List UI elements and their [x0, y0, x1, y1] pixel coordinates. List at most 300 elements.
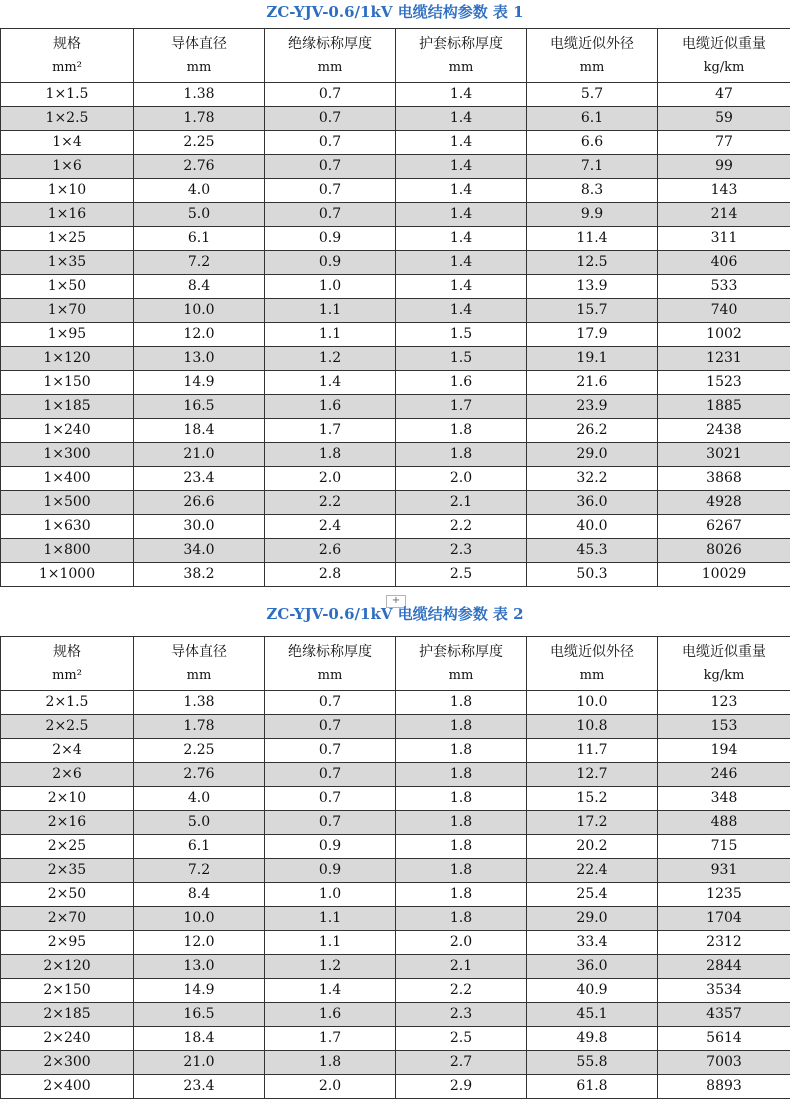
table-cell: 0.7 — [265, 691, 396, 715]
column-header — [658, 29, 790, 83]
table-cell: 1×300 — [1, 443, 134, 467]
column-header — [527, 637, 658, 691]
table-cell: 2×16 — [1, 811, 134, 835]
table-row — [1, 907, 790, 931]
table-cell: 40.0 — [527, 515, 658, 539]
table-cell: 1.5 — [396, 347, 527, 371]
table-cell: 1×150 — [1, 371, 134, 395]
table-row — [1, 515, 790, 539]
table-cell: 1704 — [658, 907, 790, 931]
column-header-name: 电缆近似外径 — [550, 35, 634, 52]
table-cell: 8.4 — [134, 883, 265, 907]
table-cell: 10.0 — [134, 907, 265, 931]
table-cell: 2.9 — [396, 1075, 527, 1099]
column-header-name: 护套标称厚度 — [419, 35, 503, 52]
table-cell: 2.7 — [396, 1051, 527, 1075]
table-cell: 311 — [658, 227, 790, 251]
table-row — [1, 691, 790, 715]
table-cell: 2×185 — [1, 1003, 134, 1027]
table-cell: 2438 — [658, 419, 790, 443]
table-cell: 1.0 — [265, 275, 396, 299]
table-cell: 1.4 — [265, 371, 396, 395]
table-cell: 1.8 — [396, 811, 527, 835]
table-cell: 2×400 — [1, 1075, 134, 1099]
table-cell: 5.0 — [134, 203, 265, 227]
table-cell: 0.7 — [265, 179, 396, 203]
table-row — [1, 1003, 790, 1027]
header-row — [1, 637, 790, 691]
table-cell: 153 — [658, 715, 790, 739]
table-cell: 50.3 — [527, 563, 658, 587]
table-cell: 931 — [658, 859, 790, 883]
table-cell: 1×25 — [1, 227, 134, 251]
table-cell: 1.8 — [396, 443, 527, 467]
table-row — [1, 83, 790, 107]
table-cell: 1×800 — [1, 539, 134, 563]
table-cell: 1.38 — [134, 83, 265, 107]
table-cell: 1885 — [658, 395, 790, 419]
table-cell: 29.0 — [527, 443, 658, 467]
table-cell: 0.7 — [265, 715, 396, 739]
table-row — [1, 107, 790, 131]
table-cell: 7003 — [658, 1051, 790, 1075]
column-header-name: 规格 — [53, 35, 81, 52]
table-cell: 1×35 — [1, 251, 134, 275]
table-row — [1, 763, 790, 787]
table-cell: 2.76 — [134, 763, 265, 787]
table-cell: 194 — [658, 739, 790, 763]
table-cell: 12.0 — [134, 931, 265, 955]
table-row — [1, 131, 790, 155]
table-cell: 10.8 — [527, 715, 658, 739]
table-cell: 1×1000 — [1, 563, 134, 587]
table-cell: 1×95 — [1, 323, 134, 347]
table-cell: 1×630 — [1, 515, 134, 539]
table-cell: 1×6 — [1, 155, 134, 179]
table-cell: 12.5 — [527, 251, 658, 275]
table-cell: 0.7 — [265, 203, 396, 227]
table-row — [1, 155, 790, 179]
table-cell: 47 — [658, 83, 790, 107]
table-cell: 4357 — [658, 1003, 790, 1027]
table-cell: 1.0 — [265, 883, 396, 907]
table-cell: 17.9 — [527, 323, 658, 347]
column-header — [134, 637, 265, 691]
table-cell: 1.5 — [396, 323, 527, 347]
table-cell: 1×2.5 — [1, 107, 134, 131]
table-cell: 55.8 — [527, 1051, 658, 1075]
table-cell: 2.76 — [134, 155, 265, 179]
column-header-unit: mm² — [52, 59, 82, 75]
table-cell: 2×6 — [1, 763, 134, 787]
table-cell: 9.9 — [527, 203, 658, 227]
table-cell: 6267 — [658, 515, 790, 539]
table-cell: 38.2 — [134, 563, 265, 587]
table-2-title: ZC-YJV-0.6/1kV 电缆结构参数 表 2 — [266, 605, 524, 623]
table-cell: 1.4 — [396, 179, 527, 203]
column-header — [1, 29, 134, 83]
table-cell: 2.3 — [396, 539, 527, 563]
table-cell: 0.7 — [265, 763, 396, 787]
table-cell: 14.9 — [134, 979, 265, 1003]
table-cell: 715 — [658, 835, 790, 859]
table-cell: 1.8 — [265, 443, 396, 467]
table-cell: 30.0 — [134, 515, 265, 539]
table-cell: 1.8 — [396, 859, 527, 883]
table-cell: 1.8 — [396, 907, 527, 931]
table-cell: 2×120 — [1, 955, 134, 979]
table-cell: 1×10 — [1, 179, 134, 203]
table-cell: 61.8 — [527, 1075, 658, 1099]
table-cell: 0.9 — [265, 859, 396, 883]
table-row — [1, 931, 790, 955]
table-cell: 16.5 — [134, 1003, 265, 1027]
table-cell: 0.7 — [265, 787, 396, 811]
table-cell: 2.25 — [134, 739, 265, 763]
column-header-name: 绝缘标称厚度 — [288, 35, 372, 52]
table-row — [1, 179, 790, 203]
table-row — [1, 563, 790, 587]
table-cell: 1×400 — [1, 467, 134, 491]
table-cell: 2.0 — [265, 467, 396, 491]
table-row — [1, 1051, 790, 1075]
table-cell: 2.2 — [396, 515, 527, 539]
table-cell: 7.2 — [134, 251, 265, 275]
table-cell: 1.2 — [265, 347, 396, 371]
column-header — [134, 29, 265, 83]
table-cell: 1.4 — [396, 107, 527, 131]
header-row — [1, 29, 790, 83]
table-cell: 1×4 — [1, 131, 134, 155]
table-row — [1, 1027, 790, 1051]
table-row — [1, 227, 790, 251]
table-cell: 15.7 — [527, 299, 658, 323]
table-cell: 1×120 — [1, 347, 134, 371]
table-cell: 533 — [658, 275, 790, 299]
table-row — [1, 395, 790, 419]
table-cell: 1×1.5 — [1, 83, 134, 107]
table-cell: 1.6 — [396, 371, 527, 395]
table-cell: 2.2 — [396, 979, 527, 1003]
table-cell: 45.3 — [527, 539, 658, 563]
table-cell: 1.4 — [396, 251, 527, 275]
column-header — [527, 29, 658, 83]
table-row — [1, 739, 790, 763]
table-cell: 488 — [658, 811, 790, 835]
table-cell: 1.6 — [265, 395, 396, 419]
table-cell: 348 — [658, 787, 790, 811]
table-cell: 49.8 — [527, 1027, 658, 1051]
table-row — [1, 539, 790, 563]
table-cell: 1×16 — [1, 203, 134, 227]
table-cell: 1.78 — [134, 107, 265, 131]
column-header-unit: mm — [448, 59, 474, 75]
table-cell: 2×10 — [1, 787, 134, 811]
table-move-handle[interactable]: + — [386, 595, 406, 608]
column-header — [396, 637, 527, 691]
table-cell: 1×185 — [1, 395, 134, 419]
table-cell: 18.4 — [134, 419, 265, 443]
table-cell: 0.9 — [265, 251, 396, 275]
table-cell: 0.7 — [265, 811, 396, 835]
table-cell: 1×240 — [1, 419, 134, 443]
table-cell: 1×500 — [1, 491, 134, 515]
table-cell: 1.8 — [396, 763, 527, 787]
table-cell: 406 — [658, 251, 790, 275]
column-header-name: 绝缘标称厚度 — [288, 643, 372, 660]
table-cell: 4928 — [658, 491, 790, 515]
table-row — [1, 1075, 790, 1099]
table-cell: 2×1.5 — [1, 691, 134, 715]
table-row — [1, 419, 790, 443]
table-cell: 4.0 — [134, 179, 265, 203]
table-cell: 18.4 — [134, 1027, 265, 1051]
table-cell: 36.0 — [527, 491, 658, 515]
table-row — [1, 299, 790, 323]
table-cell: 1×70 — [1, 299, 134, 323]
table-cell: 99 — [658, 155, 790, 179]
table-cell: 1.4 — [396, 155, 527, 179]
table-cell: 11.4 — [527, 227, 658, 251]
table-cell: 13.0 — [134, 347, 265, 371]
table-cell: 2×2.5 — [1, 715, 134, 739]
table-cell: 1.4 — [396, 83, 527, 107]
table-cell: 32.2 — [527, 467, 658, 491]
table-cell: 1002 — [658, 323, 790, 347]
table-1-title: ZC-YJV-0.6/1kV 电缆结构参数 表 1 — [266, 3, 524, 21]
table-cell: 2312 — [658, 931, 790, 955]
table-cell: 0.7 — [265, 739, 396, 763]
table-cell: 2.25 — [134, 131, 265, 155]
column-header — [265, 29, 396, 83]
table-cell: 23.4 — [134, 467, 265, 491]
table-cell: 77 — [658, 131, 790, 155]
table-cell: 23.9 — [527, 395, 658, 419]
column-header — [658, 637, 790, 691]
table-cell: 1.8 — [396, 787, 527, 811]
table-cell: 21.6 — [527, 371, 658, 395]
table-cell: 21.0 — [134, 443, 265, 467]
table-cell: 1.8 — [396, 835, 527, 859]
table-cell: 2.0 — [396, 467, 527, 491]
table-cell: 25.4 — [527, 883, 658, 907]
table-cell: 8.4 — [134, 275, 265, 299]
table-cell: 1235 — [658, 883, 790, 907]
table-cell: 26.2 — [527, 419, 658, 443]
column-header-name: 电缆近似重量 — [682, 35, 766, 52]
table-row — [1, 251, 790, 275]
table-cell: 2.1 — [396, 955, 527, 979]
table-row — [1, 371, 790, 395]
table-cell: 8893 — [658, 1075, 790, 1099]
table-cell: 1.7 — [396, 395, 527, 419]
table-cell: 5614 — [658, 1027, 790, 1051]
column-header-unit: mm² — [52, 667, 82, 683]
table-cell: 14.9 — [134, 371, 265, 395]
table-cell: 2.8 — [265, 563, 396, 587]
table-cell: 34.0 — [134, 539, 265, 563]
table-cell: 1.6 — [265, 1003, 396, 1027]
table-cell: 1.8 — [396, 691, 527, 715]
table-cell: 2.3 — [396, 1003, 527, 1027]
table-cell: 36.0 — [527, 955, 658, 979]
cable-spec-table-1 — [0, 28, 790, 587]
table-cell: 3868 — [658, 467, 790, 491]
table-cell: 5.7 — [527, 83, 658, 107]
table-cell: 2×70 — [1, 907, 134, 931]
table-cell: 1.4 — [396, 275, 527, 299]
table-cell: 21.0 — [134, 1051, 265, 1075]
table-row — [1, 323, 790, 347]
table-cell: 2×240 — [1, 1027, 134, 1051]
table-cell: 246 — [658, 763, 790, 787]
column-header-name: 导体直径 — [171, 643, 227, 660]
table-row — [1, 835, 790, 859]
table-cell: 2.0 — [396, 931, 527, 955]
table-cell: 740 — [658, 299, 790, 323]
table-cell: 0.7 — [265, 83, 396, 107]
table-row — [1, 883, 790, 907]
column-header — [396, 29, 527, 83]
table-cell: 8026 — [658, 539, 790, 563]
table-cell: 1.1 — [265, 931, 396, 955]
table-cell: 2.5 — [396, 563, 527, 587]
table-cell: 8.3 — [527, 179, 658, 203]
column-header-unit: mm — [579, 59, 605, 75]
table-cell: 1.8 — [265, 1051, 396, 1075]
table-row — [1, 347, 790, 371]
table-cell: 16.5 — [134, 395, 265, 419]
table-cell: 2×150 — [1, 979, 134, 1003]
table-cell: 1.7 — [265, 419, 396, 443]
table-cell: 1231 — [658, 347, 790, 371]
table-cell: 11.7 — [527, 739, 658, 763]
table-cell: 59 — [658, 107, 790, 131]
table-cell: 26.6 — [134, 491, 265, 515]
table-cell: 12.7 — [527, 763, 658, 787]
column-header-unit: kg/km — [703, 667, 745, 683]
column-header-unit: mm — [186, 667, 212, 683]
table-cell: 7.1 — [527, 155, 658, 179]
table-cell: 45.1 — [527, 1003, 658, 1027]
table-cell: 2×25 — [1, 835, 134, 859]
table-cell: 2×50 — [1, 883, 134, 907]
table-cell: 6.1 — [527, 107, 658, 131]
table-cell: 17.2 — [527, 811, 658, 835]
table-cell: 1.2 — [265, 955, 396, 979]
table-cell: 2.4 — [265, 515, 396, 539]
table-cell: 2×35 — [1, 859, 134, 883]
table-cell: 0.7 — [265, 155, 396, 179]
column-header-unit: mm — [448, 667, 474, 683]
column-header-unit: mm — [317, 59, 343, 75]
table-cell: 1.8 — [396, 883, 527, 907]
table-cell: 2×95 — [1, 931, 134, 955]
table-cell: 10.0 — [527, 691, 658, 715]
table-cell: 6.6 — [527, 131, 658, 155]
column-header — [1, 637, 134, 691]
table-row — [1, 275, 790, 299]
table-row — [1, 979, 790, 1003]
column-header-name: 导体直径 — [171, 35, 227, 52]
table-cell: 1×50 — [1, 275, 134, 299]
table-cell: 4.0 — [134, 787, 265, 811]
table-cell: 1.1 — [265, 299, 396, 323]
column-header-unit: mm — [317, 667, 343, 683]
table-cell: 3534 — [658, 979, 790, 1003]
cable-spec-table-2 — [0, 636, 790, 1099]
table-cell: 1.8 — [396, 739, 527, 763]
table-row — [1, 203, 790, 227]
table-cell: 2.5 — [396, 1027, 527, 1051]
table-cell: 2×4 — [1, 739, 134, 763]
table-row — [1, 859, 790, 883]
table-cell: 5.0 — [134, 811, 265, 835]
table-cell: 10.0 — [134, 299, 265, 323]
table-cell: 1.8 — [396, 419, 527, 443]
table-cell: 15.2 — [527, 787, 658, 811]
column-header-unit: mm — [186, 59, 212, 75]
table-cell: 22.4 — [527, 859, 658, 883]
table-cell: 7.2 — [134, 859, 265, 883]
table-cell: 6.1 — [134, 227, 265, 251]
table-cell: 1.38 — [134, 691, 265, 715]
table-row — [1, 715, 790, 739]
table-cell: 0.9 — [265, 835, 396, 859]
table-cell: 1.4 — [396, 131, 527, 155]
table-cell: 214 — [658, 203, 790, 227]
table-cell: 1.1 — [265, 323, 396, 347]
column-header-name: 规格 — [53, 643, 81, 660]
table-row — [1, 811, 790, 835]
table-cell: 123 — [658, 691, 790, 715]
table-row — [1, 467, 790, 491]
table-cell: 0.7 — [265, 131, 396, 155]
column-header-name: 护套标称厚度 — [419, 643, 503, 660]
table-cell: 13.0 — [134, 955, 265, 979]
table-cell: 1.78 — [134, 715, 265, 739]
table-cell: 2.1 — [396, 491, 527, 515]
table-cell: 0.9 — [265, 227, 396, 251]
table-cell: 20.2 — [527, 835, 658, 859]
table-cell: 1.7 — [265, 1027, 396, 1051]
table-cell: 2×300 — [1, 1051, 134, 1075]
table-cell: 1.1 — [265, 907, 396, 931]
column-header-unit: kg/km — [703, 59, 745, 75]
table-cell: 40.9 — [527, 979, 658, 1003]
column-header — [265, 637, 396, 691]
table-cell: 19.1 — [527, 347, 658, 371]
column-header-name: 电缆近似外径 — [550, 643, 634, 660]
table-cell: 2844 — [658, 955, 790, 979]
table-cell: 1523 — [658, 371, 790, 395]
table-row — [1, 443, 790, 467]
table-cell: 2.6 — [265, 539, 396, 563]
table-cell: 1.4 — [396, 227, 527, 251]
table-cell: 2.0 — [265, 1075, 396, 1099]
table-cell: 12.0 — [134, 323, 265, 347]
table-cell: 3021 — [658, 443, 790, 467]
table-cell: 1.4 — [265, 979, 396, 1003]
table-row — [1, 491, 790, 515]
table-cell: 2.2 — [265, 491, 396, 515]
table-cell: 1.4 — [396, 203, 527, 227]
table-cell: 1.8 — [396, 715, 527, 739]
table-cell: 143 — [658, 179, 790, 203]
column-header-name: 电缆近似重量 — [682, 643, 766, 660]
table-row — [1, 787, 790, 811]
table-row — [1, 955, 790, 979]
